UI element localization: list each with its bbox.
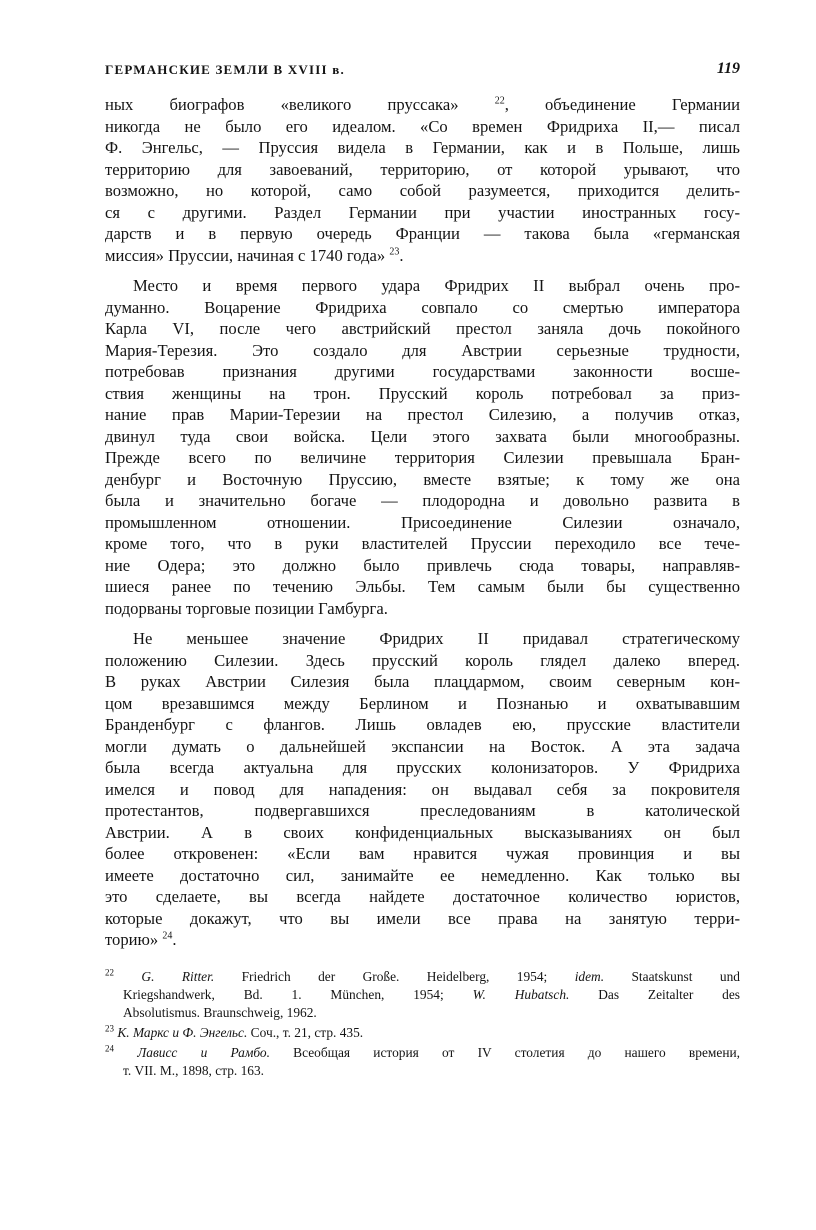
footnote-line bbox=[105, 986, 740, 1004]
footnote-line: т. VII. М., 1898, стр. 163. bbox=[123, 1063, 265, 1078]
footnotes bbox=[105, 968, 740, 1082]
text-line: промышленном отношении. Присоединение Силезии означало, bbox=[105, 512, 740, 532]
text-line: более откровенен: «Если вам нравится чужая провинция и вы bbox=[105, 844, 740, 863]
text-line: возможно, но которой, само собой разумеется, приходится делить- bbox=[105, 181, 740, 200]
text-run: торию» bbox=[105, 930, 163, 949]
text-run: ных биографов «великого пруссака» bbox=[105, 95, 495, 114]
text-line: кроме того, что в руки властителей Пруссии переходило все тече- bbox=[105, 534, 740, 553]
footnote-line bbox=[105, 1024, 740, 1042]
text-line: дарств и в первую очередь Франции — такова была «германская bbox=[105, 224, 740, 243]
text-line: Мария-Терезия. Это создало для Австрии серьезные трудности, bbox=[105, 340, 740, 360]
text-line: имелся и повод для нападения: он выдавал себя за покровителя bbox=[105, 779, 740, 799]
footnote-text: Kriegshandwerk, Bd. 1. München, 1954; bbox=[123, 987, 473, 1002]
text-line: потребовав признания другими государствами законности восше- bbox=[105, 362, 740, 381]
text-line: положению Силезии. Здесь прусский король глядел далеко вперед. bbox=[105, 650, 740, 670]
footnote-24 bbox=[105, 1044, 740, 1080]
body-text bbox=[105, 94, 740, 960]
footnote-author: К. Маркс и Ф. Энгельс. bbox=[117, 1025, 248, 1040]
footnote-23 bbox=[105, 1024, 740, 1042]
text-run: , объединение Германии bbox=[504, 95, 741, 114]
text-line: территорию для завоеваний, территорию, от которой урывают, что bbox=[105, 159, 740, 179]
text-line: нание прав Марии-Терезии на престол Силезию, а получив отказ, bbox=[105, 405, 740, 424]
text-line: Карла VI, после чего австрийский престол заняла дочь покойного bbox=[105, 319, 740, 338]
text-run: миссия» Пруссии, начиная с 1740 года» bbox=[105, 245, 390, 265]
footnote-author: W. Hubatsch. bbox=[472, 987, 570, 1002]
text-line: думанно. Воцарение Фридриха совпало со смертью императора bbox=[105, 297, 740, 317]
footnote-line: Absolutismus. Braunschweig, 1962. bbox=[123, 1005, 317, 1020]
text-line: ние Одера; это должно было привлечь сюда товары, направляв- bbox=[105, 555, 740, 575]
running-head bbox=[105, 62, 740, 82]
text-line bbox=[105, 94, 740, 116]
footnote-ref-24[interactable]: 24 bbox=[162, 930, 173, 942]
paragraph-3 bbox=[105, 628, 740, 951]
paragraph-1 bbox=[105, 94, 740, 266]
paragraph-2 bbox=[105, 275, 740, 619]
text-line: подорваны торговые позиции Гамбурга. bbox=[105, 598, 388, 618]
text-line: Прежде всего по величине территория Силезии превышала Бран- bbox=[105, 448, 740, 467]
text-line: ствия женщины на трон. Прусский король потребовал за приз- bbox=[105, 383, 740, 403]
text-line: Место и время первого удара Фридрих II выбрал очень про- bbox=[133, 276, 740, 295]
footnote-text: Соч., т. 21, стр. 435. bbox=[247, 1025, 364, 1040]
footnote-line bbox=[105, 968, 740, 986]
text-line: которые докажут, что вы имели все права на занятую терри- bbox=[105, 908, 740, 928]
text-line: никогда не было его идеалом. «Со времен Фридриха II,— писал bbox=[105, 116, 740, 136]
footnote-author: G. Ritter. bbox=[141, 969, 215, 984]
text-line: это сделаете, вы всегда найдете достаточное количество юристов, bbox=[105, 887, 740, 906]
text-line: двинул туда свои войска. Цели этого захвата были многообразны. bbox=[105, 426, 740, 446]
text-run: . bbox=[399, 245, 404, 265]
footnote-text: Всеобщая история от IV столетия до нашего времени, bbox=[269, 1045, 740, 1060]
text-line: денбург и Восточную Пруссию, вместе взятые; к тому же она bbox=[105, 469, 740, 489]
footnote-number: 22 bbox=[105, 967, 114, 978]
footnote-line bbox=[105, 1044, 740, 1062]
footnote-number: 24 bbox=[105, 1043, 114, 1054]
footnote-22 bbox=[105, 968, 740, 1022]
text-line: была и значительно богаче — плодородна и довольно развита в bbox=[105, 491, 740, 510]
text-line: шиеся ранее по течению Эльбы. Тем самым были бы существенно bbox=[105, 577, 740, 596]
footnote-ref-22[interactable]: 22 bbox=[494, 95, 505, 107]
footnote-number: 23 bbox=[105, 1023, 114, 1034]
text-run: . bbox=[172, 930, 177, 949]
footnote-idem: idem. bbox=[574, 969, 605, 984]
text-line: В руках Австрии Силезия была плацдармом, своим северным кон- bbox=[105, 672, 740, 691]
text-line: Бранденбург с флангов. Лишь овладев ею, прусские властители bbox=[105, 715, 740, 734]
footnote-text: Friedrich der Große. Heidelberg, 1954; bbox=[214, 969, 575, 984]
running-head-title: ГЕРМАНСКИЕ ЗЕМЛИ В XVIII в. bbox=[105, 62, 345, 77]
footnote-text: Staatskunst und bbox=[604, 969, 740, 984]
text-line: цом врезавшимся между Берлином и Познанью и охватывавшим bbox=[105, 693, 740, 713]
text-line: Ф. Энгельс, — Пруссия видела в Германии, как и в Польше, лишь bbox=[105, 138, 740, 157]
text-line bbox=[105, 245, 740, 267]
text-line: ся с другими. Раздел Германии при участии иностранных госу- bbox=[105, 202, 740, 222]
text-line: Австрии. А в своих конфиденциальных высказываниях он был bbox=[105, 822, 740, 842]
footnote-author: Лависс и Рамбо. bbox=[137, 1045, 270, 1060]
text-line: протестантов, подвергавшихся преследованиям в католической bbox=[105, 801, 740, 820]
text-line: могли думать о дальнейшей экспансии на Восток. А эта задача bbox=[105, 736, 740, 756]
text-line: имеете достаточно сил, занимайте ее немедленно. Как только вы bbox=[105, 865, 740, 885]
footnote-text: Das Zeitalter des bbox=[569, 987, 740, 1002]
page-number: 119 bbox=[716, 60, 740, 77]
text-line bbox=[105, 929, 740, 951]
text-line: Не меньшее значение Фридрих II придавал стратегическому bbox=[133, 629, 740, 648]
footnote-ref-23[interactable]: 23 bbox=[389, 245, 400, 257]
text-line: была всегда актуальна для прусских колонизаторов. У Фридриха bbox=[105, 758, 740, 777]
